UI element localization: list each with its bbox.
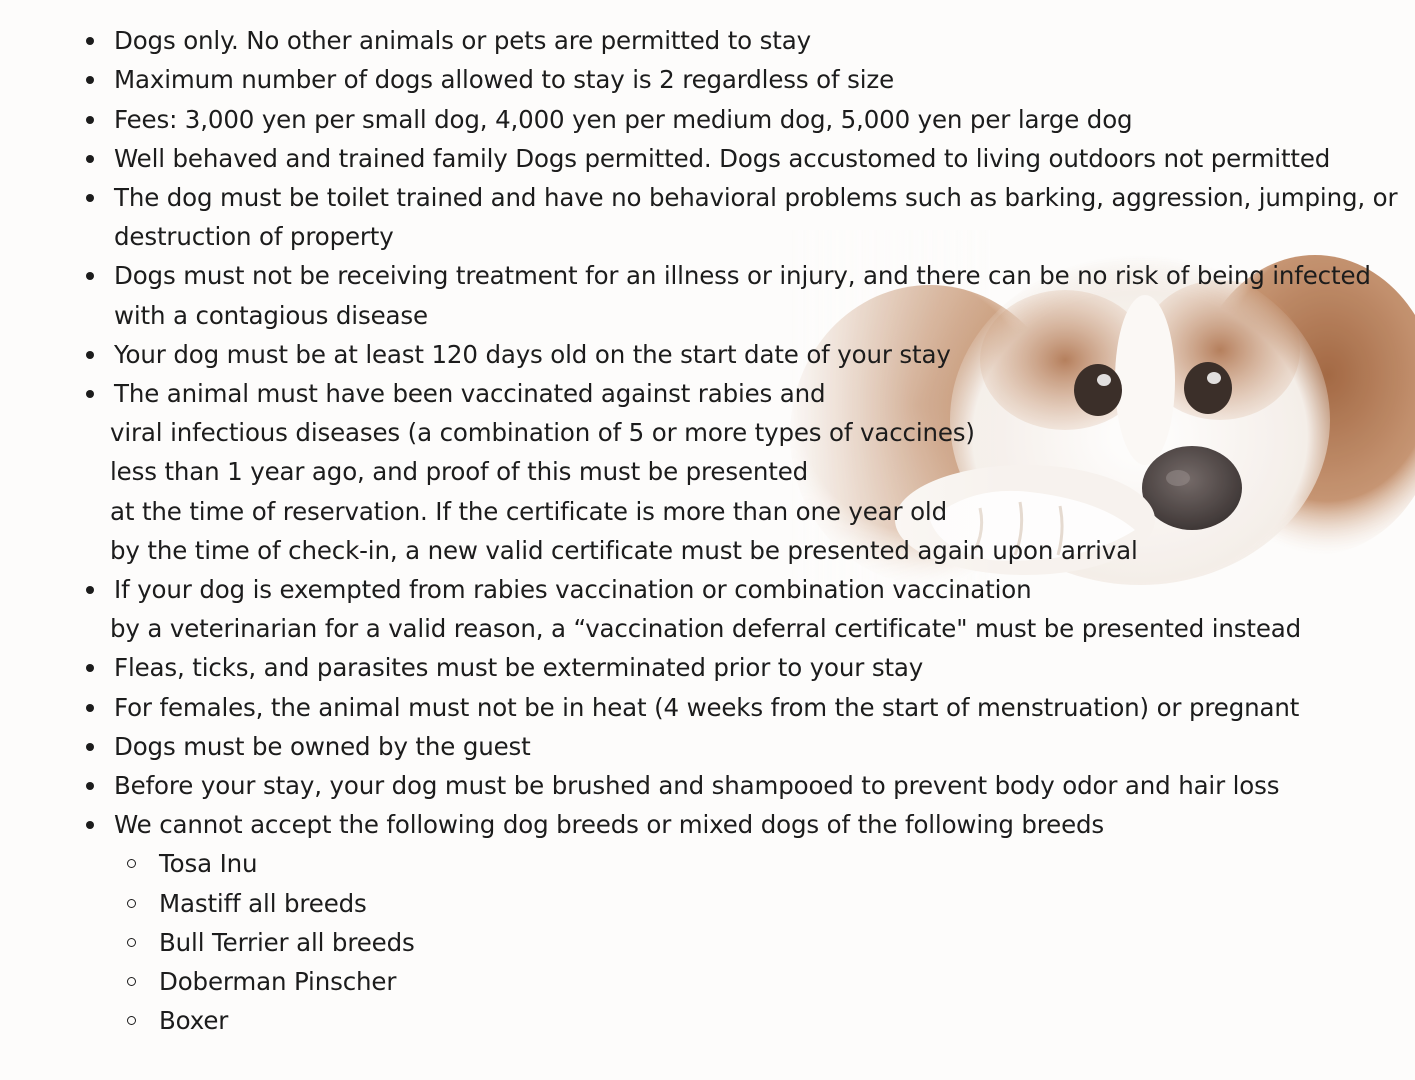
rule-text-line: Fleas, ticks, and parasites must be exterminated prior to your stay	[114, 653, 924, 682]
rule-text-line: by the time of check-in, a new valid certificate must be presented again upon arrival	[110, 536, 1138, 565]
circle-bullet-icon	[127, 938, 136, 947]
excluded-breed-name: Doberman Pinscher	[159, 967, 397, 996]
bullet-icon	[86, 664, 94, 672]
rule-text-line: Dogs must be owned by the guest	[114, 732, 531, 761]
excluded-breed-name: Mastiff all breeds	[159, 889, 367, 918]
bullet-icon	[86, 351, 94, 359]
bullet-icon	[86, 821, 94, 829]
bullet-icon	[86, 743, 94, 751]
circle-bullet-icon	[127, 899, 136, 908]
rule-text-line: Before your stay, your dog must be brushed and shampooed to prevent body odor and hair loss	[114, 771, 1280, 800]
rule-text-line: Well behaved and trained family Dogs permitted. Dogs accustomed to living outdoors not permitted	[114, 144, 1331, 173]
rule-text-line: Dogs only. No other animals or pets are permitted to stay	[114, 26, 811, 55]
rule-text-line: For females, the animal must not be in heat (4 weeks from the start of menstruation) or pregnant	[114, 693, 1300, 722]
bullet-icon	[86, 37, 94, 45]
excluded-breed-name: Boxer	[159, 1006, 229, 1035]
rule-text-line: at the time of reservation. If the certificate is more than one year old	[110, 497, 947, 526]
bullet-icon	[86, 272, 94, 280]
bullet-icon	[86, 76, 94, 84]
bullet-icon	[86, 194, 94, 202]
bullet-icon	[86, 390, 94, 398]
rule-text-line: Fees: 3,000 yen per small dog, 4,000 yen per medium dog, 5,000 yen per large dog	[114, 105, 1133, 134]
rule-text-line: Dogs must not be receiving treatment for an illness or injury, and there can be no risk of being infected	[114, 261, 1371, 290]
bullet-icon	[86, 586, 94, 594]
rule-text-line: with a contagious disease	[114, 301, 428, 330]
bullet-icon	[86, 155, 94, 163]
excluded-breed-name: Bull Terrier all breeds	[159, 928, 415, 957]
rule-text-line: If your dog is exempted from rabies vaccination or combination vaccination	[114, 575, 1032, 604]
rule-text-line: by a veterinarian for a valid reason, a “vaccination deferral certificate" must be presented instead	[110, 614, 1302, 643]
bullet-icon	[86, 782, 94, 790]
circle-bullet-icon	[127, 1016, 136, 1025]
bullet-icon	[86, 116, 94, 124]
rule-text-line: destruction of property	[114, 222, 394, 251]
rule-text-line: The dog must be toilet trained and have no behavioral problems such as barking, aggression, jumping, or	[114, 183, 1398, 212]
circle-bullet-icon	[127, 859, 136, 868]
rule-text-line: less than 1 year ago, and proof of this must be presented	[110, 457, 809, 486]
rule-text-line: viral infectious diseases (a combination of 5 or more types of vaccines)	[110, 418, 975, 447]
excluded-breed-name: Tosa Inu	[159, 849, 258, 878]
rule-text-line: The animal must have been vaccinated against rabies and	[114, 379, 826, 408]
rule-text-line: Maximum number of dogs allowed to stay is 2 regardless of size	[114, 65, 894, 94]
rule-text-line: We cannot accept the following dog breeds or mixed dogs of the following breeds	[114, 810, 1105, 839]
bullet-icon	[86, 704, 94, 712]
circle-bullet-icon	[127, 977, 136, 986]
rule-text-line: Your dog must be at least 120 days old on the start date of your stay	[114, 340, 951, 369]
